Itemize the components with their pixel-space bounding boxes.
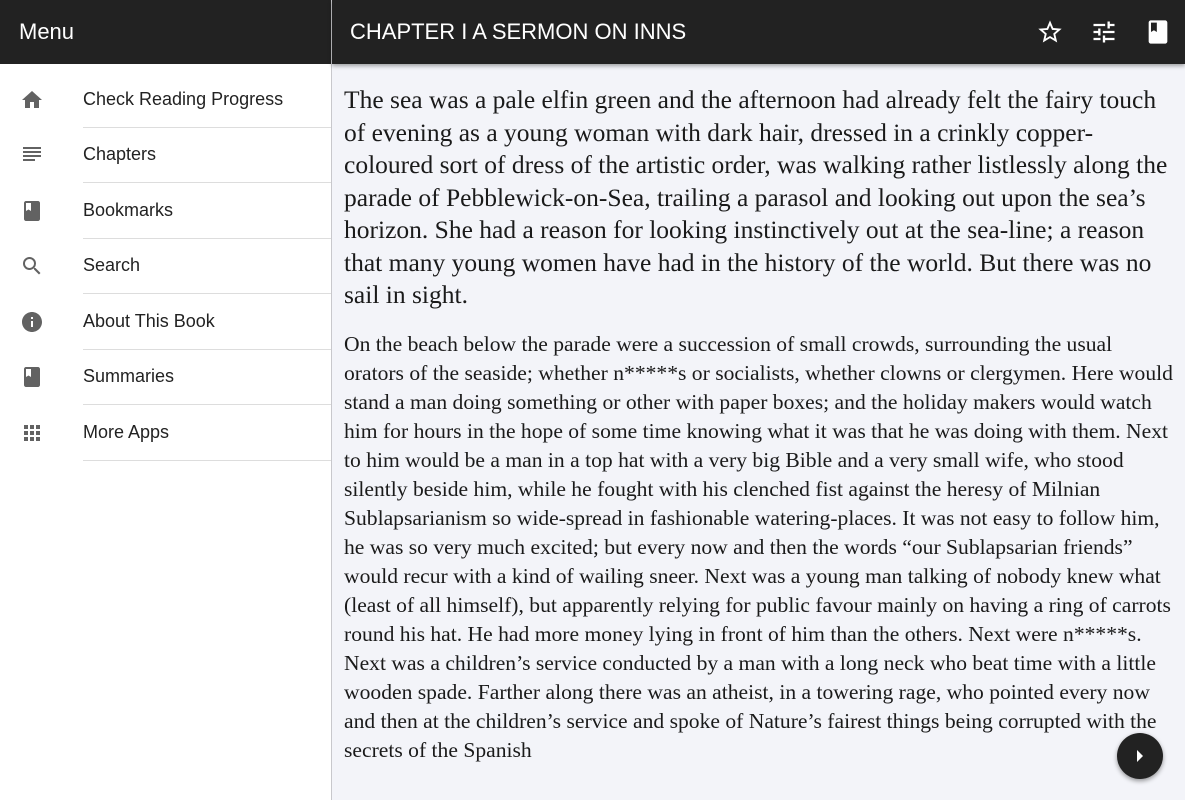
list-icon xyxy=(0,143,83,167)
home-icon xyxy=(0,88,83,112)
apps-grid-icon xyxy=(0,421,83,445)
menu-item-label: Check Reading Progress xyxy=(83,72,331,128)
menu-item-search[interactable] xyxy=(0,239,331,295)
chapter-title: CHAPTER I A SERMON ON INNS xyxy=(350,19,687,44)
settings-button[interactable] xyxy=(1077,0,1131,64)
menu-item-label: Summaries xyxy=(83,350,331,406)
drawer-title: Menu xyxy=(19,19,75,44)
menu-item-label: About This Book xyxy=(83,294,331,350)
drawer-menu xyxy=(0,64,331,461)
bookmarks-button[interactable] xyxy=(1131,0,1185,64)
navigation-drawer xyxy=(0,0,331,800)
book-icon xyxy=(0,199,83,223)
info-icon xyxy=(0,310,83,334)
paragraph: On the beach below the parade were a succession of small crowds, surrounding the usual orators of the seaside; whether n*****s or socialists, whether clowns or clergymen. Here would stand a man doing something or other with paper boxes; and the holiday makers would watch him for hours in the hope of some time knowing what it was that he was doing with them. Next to him would be a man in a top hat with a very big Bible and a very small wife, who stood silently beside him, while he fought with his clenched fist against the heresy of Milnian Sublapsarianism so wide-spread in fashionable watering-places. It was not easy to follow him, he was so very much excited; but every now and then the words “our Sublapsarian friends” would recur with a kind of wailing sneer. Next was a young man talking of nobody knew what (least of all himself), but apparently relying for public favour mainly on having a ring of carrots round his hat. He had more money lying in front of him than the others. Next were n*****s. Next was a children’s service conducted by a man with a long neck who beat time with a little wooden spade. Farther along there was an atheist, in a towering rage, who pointed every now and then at the children’s service and spoke of Nature’s fairest things being corrupted with the secrets of the Spanish xyxy=(344,331,1173,762)
drawer-header xyxy=(0,0,331,64)
tune-icon xyxy=(1090,18,1118,46)
menu-item-check-reading-progress[interactable] xyxy=(0,72,331,128)
menu-item-label: Chapters xyxy=(83,128,331,184)
reading-pane[interactable] xyxy=(332,64,1185,800)
menu-item-more-apps[interactable] xyxy=(0,405,331,461)
paragraph: The sea was a pale elfin green and the afternoon had already felt the fairy touch of evening as a young woman with dark hair, dressed in a crinkly copper-coloured sort of dress of the artistic order, was walking rather listlessly along the parade of Pebblewick-on-Sea, trailing a parasol and looking out upon the sea’s horizon. She had a reason for looking instinctively out at the sea-line; a reason that many young women have had in the history of the world. But there was no sail in sight. xyxy=(344,85,1168,309)
menu-item-bookmarks[interactable] xyxy=(0,183,331,239)
menu-item-label: More Apps xyxy=(83,405,331,461)
menu-item-about-this-book[interactable] xyxy=(0,294,331,350)
book-icon xyxy=(1144,18,1172,46)
next-page-button[interactable] xyxy=(1117,733,1163,779)
menu-item-chapters[interactable] xyxy=(0,128,331,184)
book-icon xyxy=(0,365,83,389)
menu-item-summaries[interactable] xyxy=(0,350,331,406)
chevron-right-icon xyxy=(1128,744,1152,768)
star-icon xyxy=(1036,18,1064,46)
search-icon xyxy=(0,254,83,278)
menu-item-label: Search xyxy=(83,239,331,295)
menu-item-label: Bookmarks xyxy=(83,183,331,239)
bookmark-star-button[interactable] xyxy=(1023,0,1077,64)
top-app-bar xyxy=(332,0,1185,64)
